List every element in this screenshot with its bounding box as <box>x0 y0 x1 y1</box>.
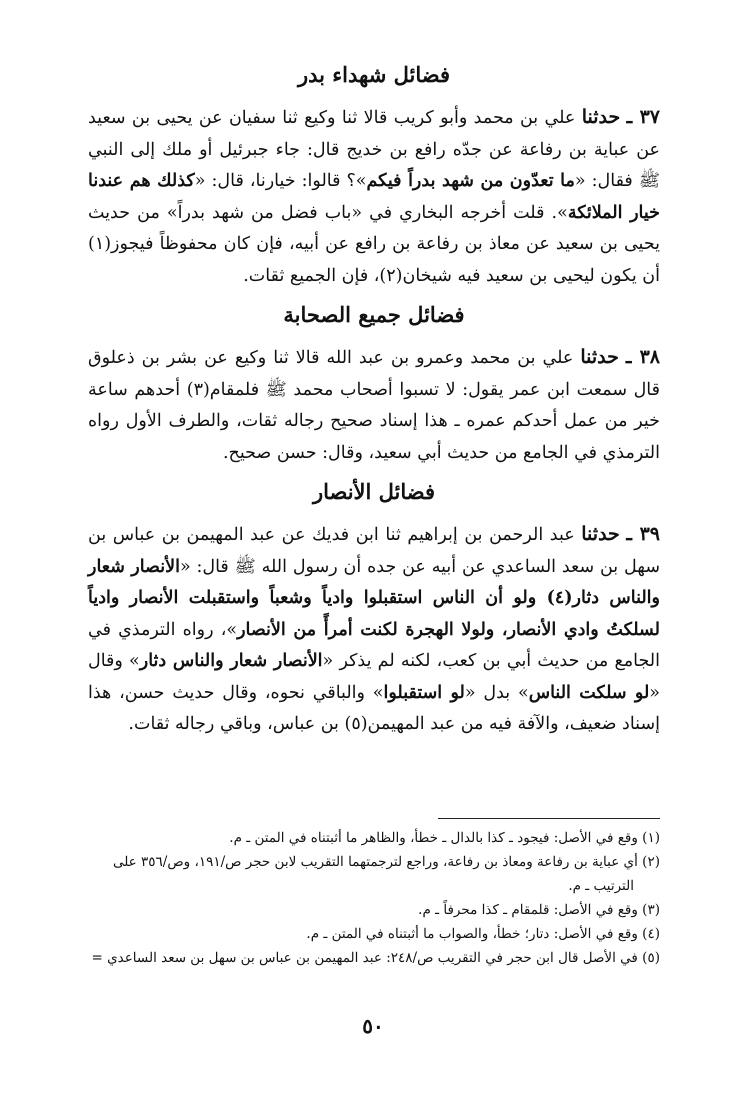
bold-text-run: الأنصار شعار والناس دثار <box>139 651 323 671</box>
section-ansar <box>88 475 660 741</box>
footnote-number: (٤) <box>642 926 660 942</box>
section-sahaba <box>88 298 660 469</box>
text-run: علي بن محمد وعمرو بن عبد الله قالا ثنا وكيع عن بشر بن ذعلوق قال سمعت ابن عمر يقول: لا تسبوا أصحاب محمد ﷺ فلمقام(٣) أحدهم ساعة خير من عمل أحدكم عمره ـ هذا إسناد صحيح رجاله ثقات، والطرف الأول رواه الترمذي في الجامع من حديث أبي سعيد، وقال: حسن صحيح. <box>88 348 660 463</box>
footnote-text: وقع في الأصل: قلمقام ـ كذا محرفاً ـ م. <box>418 902 638 918</box>
text-run: عبد الرحمن بن إبراهيم ثنا ابن فديك عن عبد المهيمن بن عباس بن سهل بن سعد الساعدي عن أبيه عن جده أن رسول الله ﷺ قال: « <box>88 525 660 577</box>
bold-text-run: الأنصار شعار والناس دثار(٤) ولو أن الناس استقبلوا وادياً وشعباً واستقبلت الأنصار وادياً لسلكتُ وادي الأنصار، ولولا الهجرة لكنت أمرأً من الأنصار <box>88 556 660 640</box>
hadith-paragraph <box>88 342 660 469</box>
text-run: » والباقي نحوه، وقال حديث حسن، هذا إسناد ضعيف، والآفة فيه من عبد المهيمن(٥) بن عباس، وباقي رجاله ثقات. <box>88 682 660 734</box>
footnote-number: (٣) <box>642 902 660 918</box>
hadith-opening-word: حدثنا <box>580 346 619 368</box>
section-title: فضائل جميع الصحابة <box>283 302 465 327</box>
footnote <box>78 850 660 898</box>
hadith-opening-word: حدثنا <box>581 523 620 545</box>
text-run: »، رواه الترمذي في الجامع من حديث أبي بن كعب، لكنه لم يذكر « <box>88 619 660 671</box>
text-run: »؟ قالوا: خيارنا، قال: « <box>194 171 367 191</box>
footnote-number: (١) <box>642 830 660 846</box>
hadith-number: ٣٨ ـ <box>625 346 660 368</box>
section-badr <box>88 58 660 292</box>
footnote-number: (٥) <box>642 950 660 966</box>
footnotes <box>78 826 660 970</box>
footnote-text: وقع في الأصل: دتار؛ خطأ، والصواب ما أثبتناه في المتن ـ م. <box>306 926 638 942</box>
hadith-paragraph <box>88 519 660 741</box>
section-title: فضائل شهداء بدر <box>297 62 451 87</box>
page-number: ٥٠ <box>362 1014 384 1038</box>
hadith-opening-word: حدثنا <box>581 106 621 128</box>
footnote <box>78 922 660 946</box>
footnote-separator <box>438 818 660 819</box>
footnote-number: (٢) <box>642 854 660 870</box>
footnote <box>78 946 660 970</box>
text-run: علي بن محمد وأبو كريب قالا ثنا وكيع ثنا سفيان عن يحيى بن سعيد عن عباية بن رفاعة عن جدّه رافع بن خديج قال: جاء جبرئيل أو ملك إلى النبي ﷺ فقال: « <box>88 108 660 191</box>
footnote <box>78 826 660 850</box>
bold-text-run: ما تعدّون من شهد بدراً فيكم <box>366 171 575 191</box>
footnote-text: في الأصل قال ابن حجر في التقريب ص/٢٤٨: عبد المهيمن بن عباس بن سهل بن سعد الساعدي = <box>91 950 638 966</box>
footnote-continuation: الترتيب ـ م. <box>568 878 634 894</box>
hadith-number: ٣٩ ـ <box>626 523 660 545</box>
bold-text-run: لو استقبلوا <box>383 682 465 703</box>
section-title: فضائل الأنصار <box>312 479 436 504</box>
footnote-text: أي عباية بن رفاعة ومعاذ بن رفاعة، وراجع لترجمتهما التقريب لابن حجر ص/١٩١، وص/٣٥٦ على <box>112 854 638 870</box>
hadith-number: ٣٧ ـ <box>626 106 660 128</box>
text-run: » بدل « <box>464 682 529 703</box>
bold-text-run: كذلك هم عندنا خيار الملائكة <box>88 171 660 223</box>
footnote-text: وقع في الأصل: فيجود ـ كذا بالدال ـ خطأ، والظاهر ما أثبتناه في المتن ـ م. <box>229 830 638 846</box>
page-body <box>88 58 660 747</box>
text-run: » وقال « <box>88 651 660 703</box>
footnote <box>78 898 660 922</box>
hadith-paragraph <box>88 102 660 292</box>
text-run: ». قلت أخرجه البخاري في «باب فضل من شهد بدراً» من حديث يحيى بن سعيد عن معاذ بن رفاعة بن رافع عن أبيه، فإن كان محفوظاً فيجوز(١) أن يكون ليحيى بن سعيد فيه شيخان(٢)، فإن الجميع ثقات. <box>88 202 660 286</box>
bold-text-run: لو سلكت الناس <box>528 682 650 703</box>
